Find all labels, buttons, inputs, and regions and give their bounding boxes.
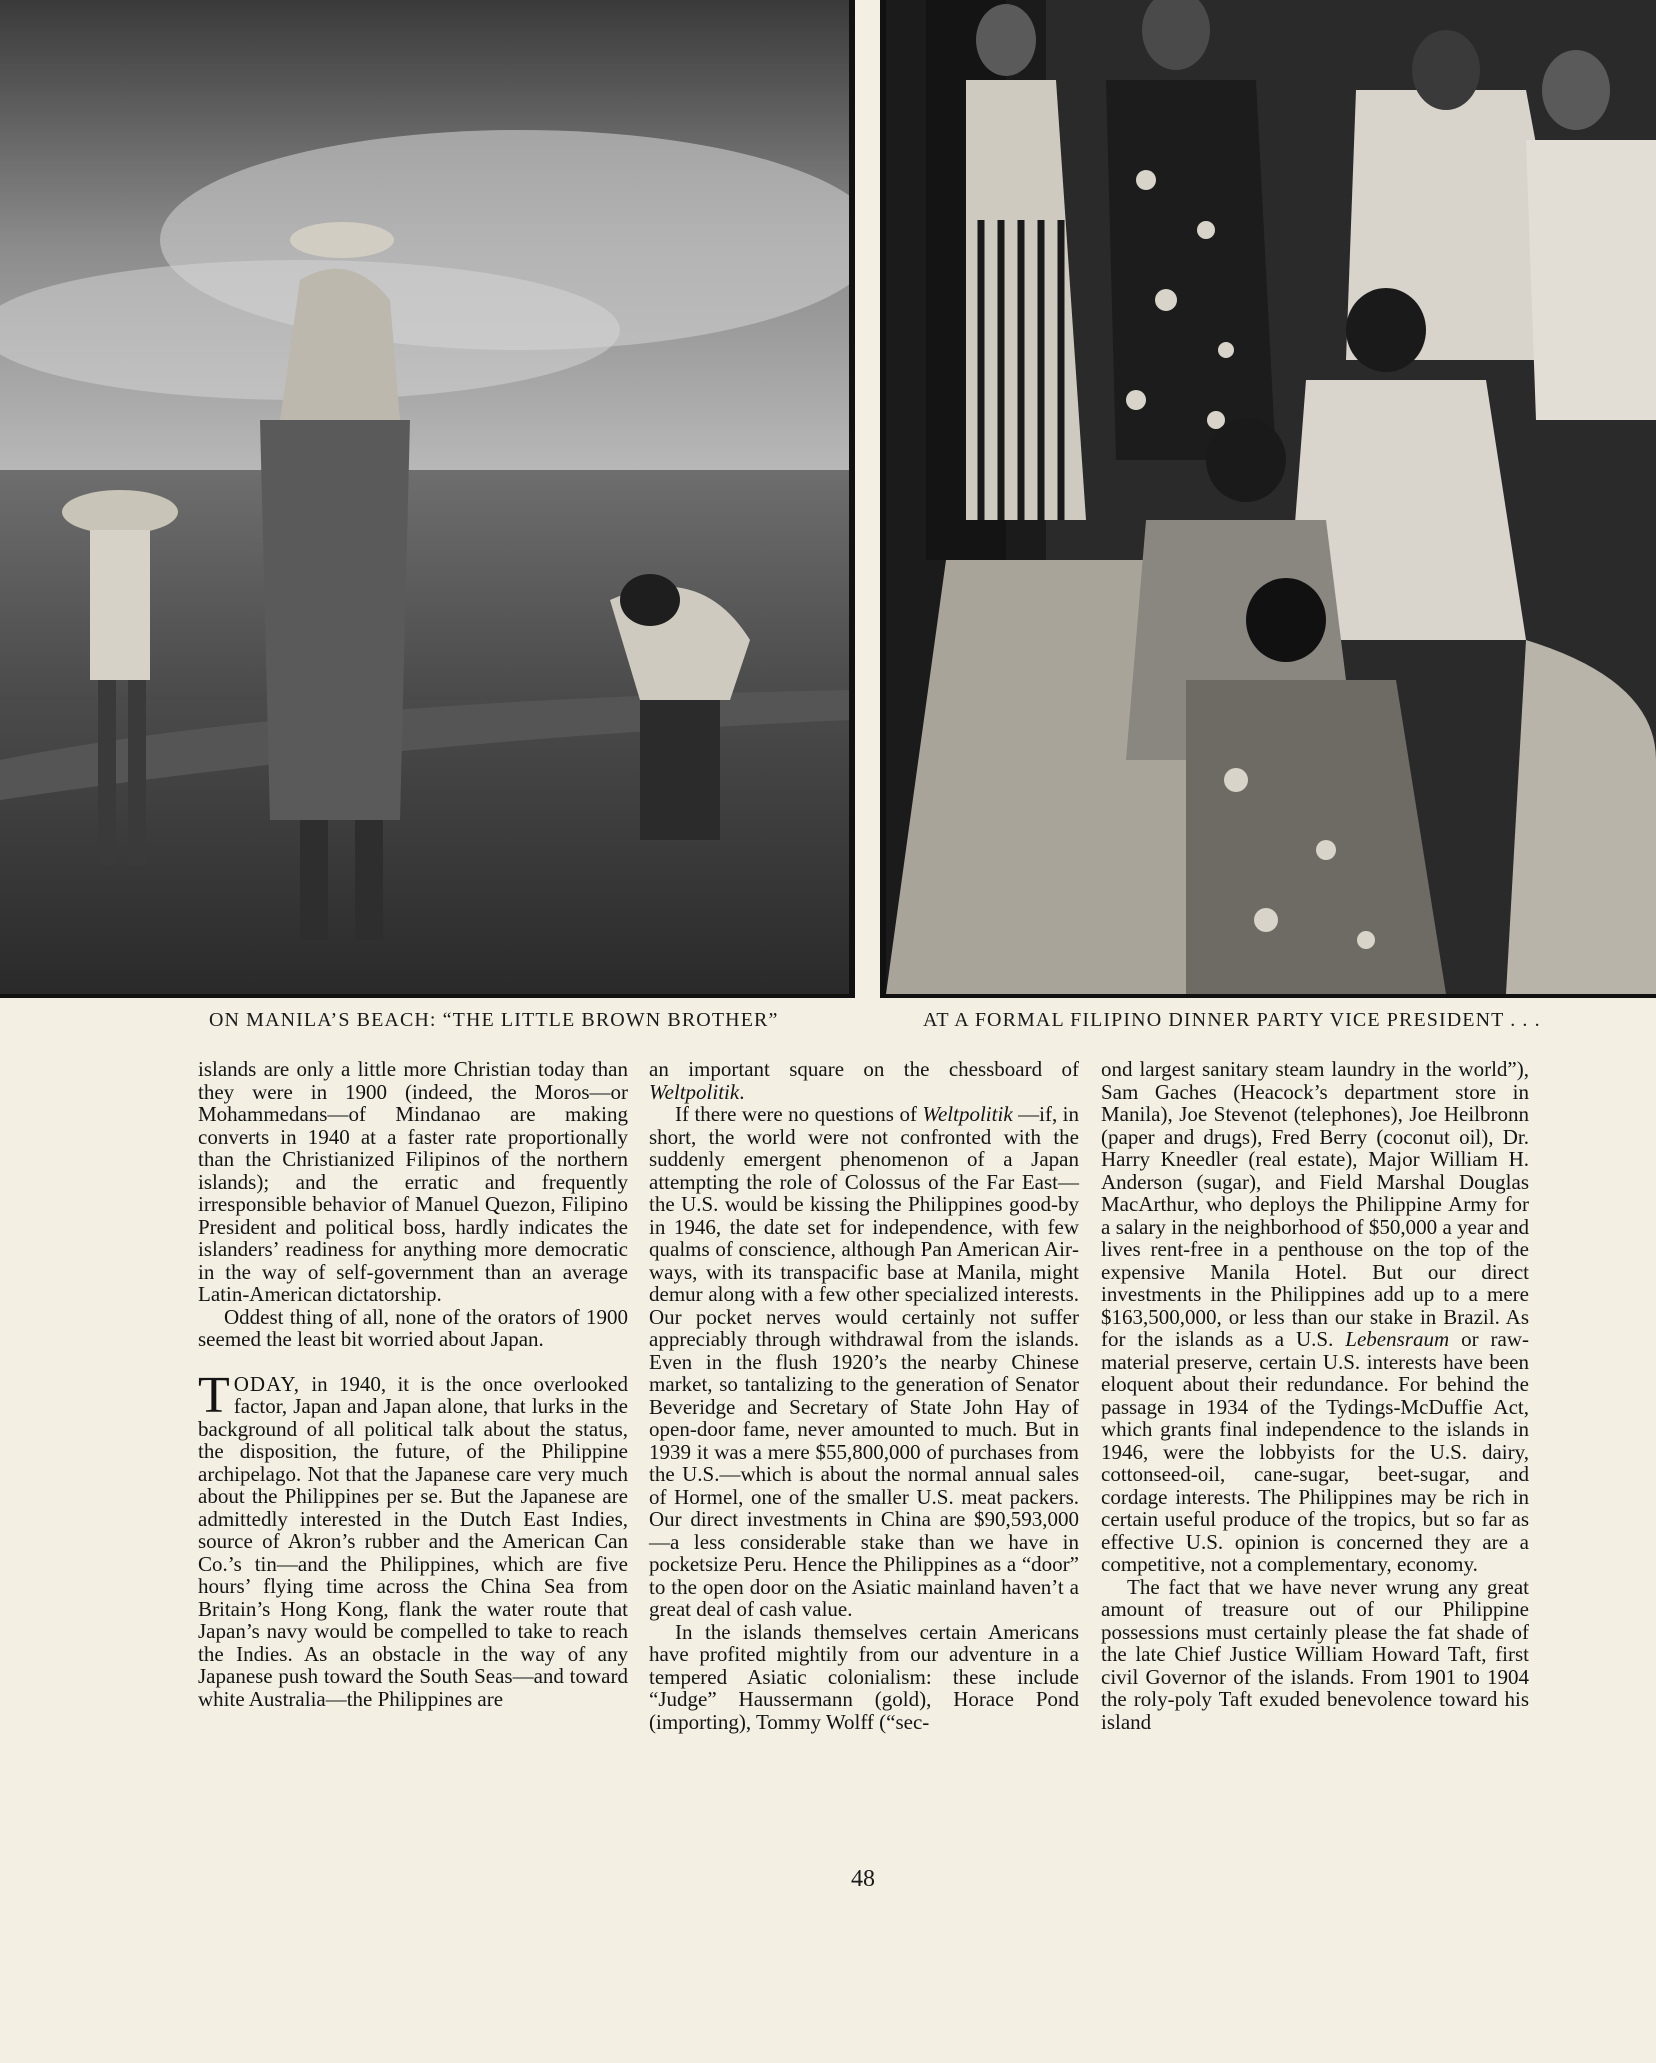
paragraph-text: ond largest sanitary steam laundry in the world”), Sam Gaches (Heacock’s department store in Manila), Joe Stevenot (telephones), Joe Heilbronn (paper and drugs), Fred Berry (coconut oil), Dr. Harry Kneedler (real estate), Major William H. Anderson (sugar), and Field Marshal Douglas MacArthur, who deploys the Philippine Army for a salary in the neighborhood of $50,000 a year and lives rent-free in a penthouse on the top of the expensive Manila Hotel. But our direct investments in the Philippines add up to a mere $163,500,000, or less than our stake in Brazil. As for the islands as a U.S. <box>1101 1057 1529 1351</box>
paragraph: In the islands themselves certain Americans have profited mightily from our adventure in a tempered Asiatic colonialism: these include “Judge” Haussermann (gold), Horace Pond (importing), Tommy Wolff (“sec- <box>649 1619 1079 1734</box>
paragraph-text: If there were no questions of <box>675 1102 923 1126</box>
paragraph: The fact that we have never wrung any great amount of treasure out of our Philippine possessions must certainly please the fat shade of the late Chief Justice William Howard Taft, first civil Governor of the islands. From 1901 to 1904 the roly-poly Taft exuded benevolence toward his island <box>1101 1574 1529 1734</box>
section-paragraph <box>198 1366 628 1711</box>
caption-right: AT A FORMAL FILIPINO DINNER PARTY VICE PRESIDENT . . . <box>923 1009 1541 1031</box>
paragraph-text: . <box>739 1079 745 1104</box>
paragraph <box>649 1103 1079 1621</box>
italic-term: Weltpolitik <box>922 1102 1013 1126</box>
italic-term: Lebensraum <box>1345 1327 1450 1351</box>
dinner-party-photo <box>880 0 1656 998</box>
paragraph-text: in 1940, it is the once overlooked factor, Japan and Japan alone, that lurks in the background of all political talk about the status, the disposition, the future, of the Philippine archipelago. Not that the Japanese care very much about the Philippines per se. But the Japanese are admittedly interested in the Dutch East Indies, source of Akron’s rubber and the American Can Co.’s tin—and the Philippines, which are five hours’ flying time across the China Sea from Britain’s Hong Kong, flank the water route that Japan’s navy would be compelled to take to reach the Indies. As an obstacle in the way of any Japanese push toward the South Seas—and toward white Australia—the Philippines are <box>198 1371 628 1711</box>
article-column-1 <box>198 1058 628 1710</box>
beach-photo <box>0 0 855 998</box>
paragraph: Oddest thing of all, none of the orators of 1900 seemed the least bit worried about Japan. <box>198 1304 628 1351</box>
caption-left: ON MANILA’S BEACH: “THE LITTLE BROWN BROTHER” <box>209 1009 779 1031</box>
paragraph-text: —if, in short, the world were not confronted with the suddenly emergent phenomenon of a Japan attempting the role of Colossus of the Far East—the U.S. would be kissing the Philippines good-by in 1946, the date set for independence, with few qualms of conscience, although Pan American Airways, with its transpacific base at Manila, might demur along with a few other specialized interests. Our pocket nerves would certainly not suffer appreciably through withdrawal from the islands. Even in the flush 1920’s the nearby Chinese market, so tantalizing to the generation of Senator Beveridge and Secretary of State John Hay of open-door fame, never amounted to much. But in 1939 it was a mere $55,800,000 of purchases from the U.S.—which is about the normal annual sales of Hormel, one of the smaller U.S. meat packers. Our direct investments in China are $90,593,000—a less considerable stake than we have in pocketsize Peru. Hence the Philippines as a “door” to the open door on the Asiatic mainland haven’t a great deal of cash value. <box>649 1102 1079 1621</box>
italic-term: Weltpolitik <box>649 1079 740 1104</box>
article-column-3 <box>1101 1058 1529 1733</box>
beach-photo-graphic <box>0 0 849 994</box>
lead-word: ODAY, <box>233 1371 301 1396</box>
paragraph-text: an important square on the chessboard of <box>649 1057 1079 1081</box>
page-number: 48 <box>851 1866 875 1892</box>
article-column-2 <box>649 1058 1079 1733</box>
paragraph <box>1101 1058 1529 1576</box>
paragraph-text: or raw-material preserve, certain U.S. interests have been eloquent about their redundance. For behind the passage in 1934 of the Tydings-McDuffie Act, which grants final independence to the islands in 1946, were the lobbyists for the U.S. dairy, cottonseed-oil, cane-sugar, beet-sugar, and cordage interests. The Philippines may be rich in certain useful produce of the tropics, but so far as effective U.S. opinion is concerned they are a competitive, not a complementary, economy. <box>1101 1327 1529 1576</box>
paragraph <box>649 1058 1079 1103</box>
drop-cap: T <box>198 1366 230 1424</box>
paragraph: islands are only a little more Christian today than they were in 1900 (indeed, the Moros—or Mohammedans—of Mindanao are making converts in 1940 at a faster rate proportionally than the Christianized Filipinos of the northern islands); and the erratic and frequently irresponsible behavior of Manuel Quezon, Filipino President and political boss, hardly indicates the islanders’ readiness for anything more democratic in the way of self-government than an average Latin-American dictatorship. <box>198 1057 628 1306</box>
dinner-party-photo-graphic <box>886 0 1656 994</box>
